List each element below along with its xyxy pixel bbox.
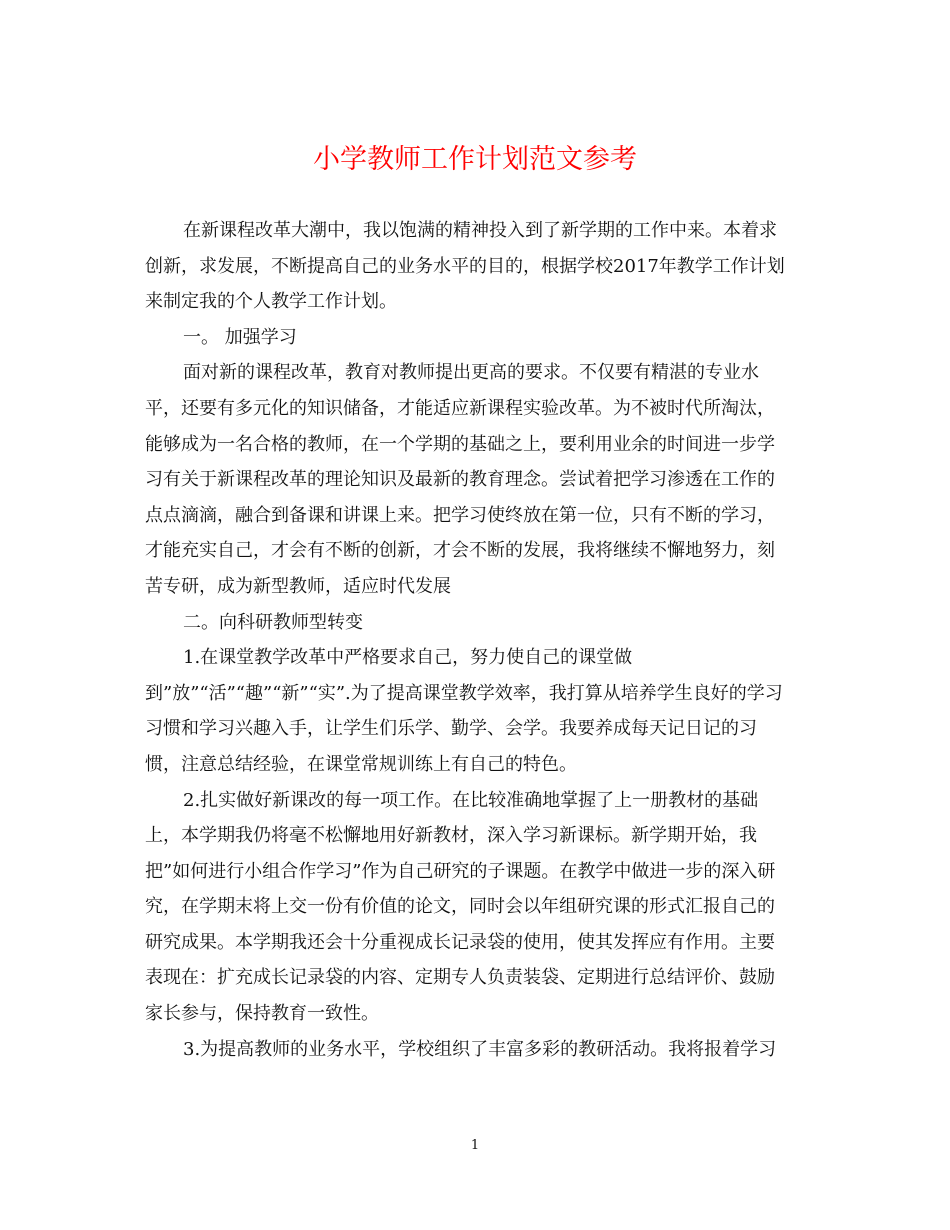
text-line: 3.为提高教师的业务水平，学校组织了丰富多彩的教研活动。我将报着学习 xyxy=(183,1038,777,1060)
page-number: 1 xyxy=(470,1138,480,1153)
text-line: 把”如何进行小组合作学习”作为自己研究的子课题。在教学中做进一步的深入研 xyxy=(145,860,776,882)
text-line: 面对新的课程改革，教育对教师提出更高的要求。不仅要有精湛的专业水 xyxy=(183,362,759,384)
text-line: 习有关于新课程改革的理论知识及最新的教育理念。尝试着把学习渗透在工作的 xyxy=(145,469,775,491)
text-line: 1.在课堂教学改革中严格要求自己，努力使自己的课堂做 xyxy=(183,647,633,669)
text-line: 习惯和学习兴趣入手，让学生们乐学、勤学、会学。我要养成每天记日记的习 xyxy=(145,718,757,740)
text-line: 平，还要有多元化的知识储备，才能适应新课程实验改革。为不被时代所淘汰， xyxy=(145,397,775,419)
text-line: 苦专研，成为新型教师，适应时代发展 xyxy=(145,575,451,597)
text-line: 在新课程改革大潮中，我以饱满的精神投入到了新学期的工作中来。本着求 xyxy=(183,220,777,241)
text-line: 表现在：扩充成长记录袋的内容、定期专人负责装袋、定期进行总结评价、鼓励 xyxy=(145,967,775,989)
text-line: 创新，求发展，不断提高自己的业务水平的目的，根据学校2017年教学工作计划 xyxy=(145,255,785,277)
section-heading: 一。 加强学习 xyxy=(183,326,297,348)
page-title: 小学教师工作计划范文参考 xyxy=(313,144,637,175)
text-line: 究，在学期末将上交一份有价值的论文，同时会以年组研究课的形式汇报自己的 xyxy=(145,896,775,918)
text-line: 点点滴滴，融合到备课和讲课上来。把学习使终放在第一位，只有不断的学习， xyxy=(145,504,775,526)
text-line: 家长参与，保持教育一致性。 xyxy=(145,1003,379,1025)
text-line: 上，本学期我仍将毫不松懈地用好新教材，深入学习新课标。新学期开始，我 xyxy=(145,825,757,847)
text-line: 来制定我的个人教学工作计划。 xyxy=(145,291,397,313)
text-line: 才能充实自己，才会有不断的创新，才会不断的发展，我将继续不懈地努力，刻 xyxy=(145,540,775,562)
text-line: 研究成果。本学期我还会十分重视成长记录袋的使用，使其发挥应有作用。主要 xyxy=(145,931,775,953)
text-line: 2.扎实做好新课改的每一项工作。在比较准确地掌握了上一册教材的基础 xyxy=(183,789,759,811)
text-line: 惯，注意总结经验，在课堂常规训练上有自己的特色。 xyxy=(145,753,577,775)
document-body xyxy=(145,213,805,1067)
section-heading: 二。向科研教师型转变 xyxy=(183,611,363,633)
text-line: 能够成为一名合格的教师，在一个学期的基础之上，要利用业余的时间进一步学 xyxy=(145,433,775,455)
text-line: 到”放”“活”“趣”“新”“实”.为了提高课堂教学效率，我打算从培养学生良好的学习 xyxy=(145,682,783,704)
